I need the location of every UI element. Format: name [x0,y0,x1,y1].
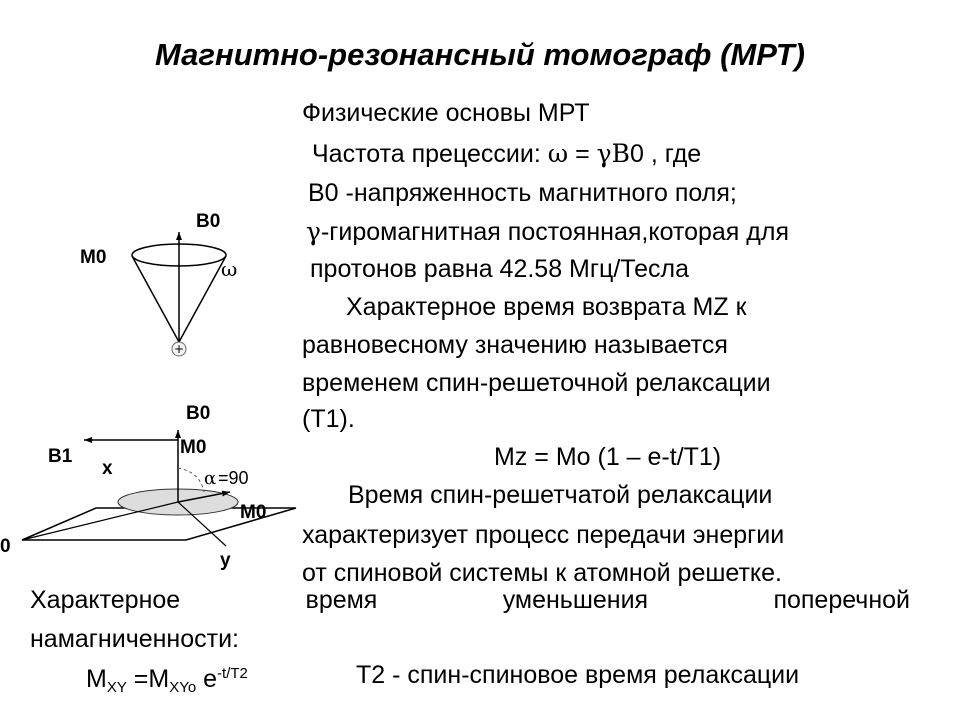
page-title: Магнитно-резонансный томограф (МРТ) [154,37,806,72]
plane-b1-label: B1 [48,446,73,467]
plane-x-label: x [102,458,113,479]
gamma-symbol: γ [596,139,612,168]
plane-m0-vertical-label: M0 [180,437,207,458]
cone-m0-label: M0 [80,247,107,268]
t2-formula-eq: =M [126,665,170,693]
t2-formula-m: M [86,665,107,693]
t2-formula-sub1: XY [106,679,127,696]
alpha-value: =90 [218,468,249,488]
b0-symbol: B [611,139,630,168]
t2-word: уменьшения [502,586,649,614]
relaxation-plane-diagram [0,403,296,571]
t1-desc2: характеризует процесс передачи энергии [302,521,785,549]
t1-line3: временем спин-решеточной релаксации [302,369,771,397]
omega-symbol: ω [547,139,569,168]
t1-formula: Mz = Mo (1 – e-t/T1) [494,443,722,471]
b0-index: 0 , где [629,140,702,168]
physics-heading: Физические основы МРТ [302,99,590,127]
t1-desc1: Время спин-решетчатой релаксации [348,481,773,509]
flip-angle-arc [178,468,204,492]
t1-line2: равновесному значению называется [302,331,728,359]
plus-sign: + [173,342,185,356]
precession-prefix: Частота прецессии: [312,140,541,168]
t1-line4: (T1). [302,405,355,433]
plane-y-label: y [220,550,231,571]
t2-word: поперечной [773,586,910,614]
t1-desc3: от спиновой системы к атомной решетке. [302,559,782,587]
b0-definition: B0 -напряженность магнитного поля; [308,179,737,207]
cone-omega-label: ω [221,257,238,281]
cone-b0-label: B0 [196,211,221,232]
precession-cone-diagram [80,211,237,356]
gamma-definition-text: -гиромагнитная постоянная,которая для [320,218,789,246]
t2-word: Характерное [30,586,181,614]
plane-b0-label: B0 [186,403,211,424]
alpha-symbol: α [204,468,217,489]
plane-m0-label: M0 [240,502,267,523]
t2-definition: T2 - спин-спиновое время релаксации [356,661,800,689]
plane-zero-label: 0 [0,536,11,557]
proton-value: протонов равна 42.58 Мгц/Тесла [310,255,690,283]
cone-left-edge [132,256,179,342]
equals-sign: = [575,140,590,168]
gamma-symbol-2: γ [306,217,321,246]
t1-line1: Характерное время возврата MZ к [346,293,747,321]
cone-right-edge [179,256,226,342]
t2-formula-sub2: XYo [169,679,197,696]
t2-word: время [305,586,378,614]
t2-formula-sup: -t/T2 [217,665,248,682]
t2-formula-e: e [196,665,218,693]
t2-line2: намагниченности: [30,625,239,653]
